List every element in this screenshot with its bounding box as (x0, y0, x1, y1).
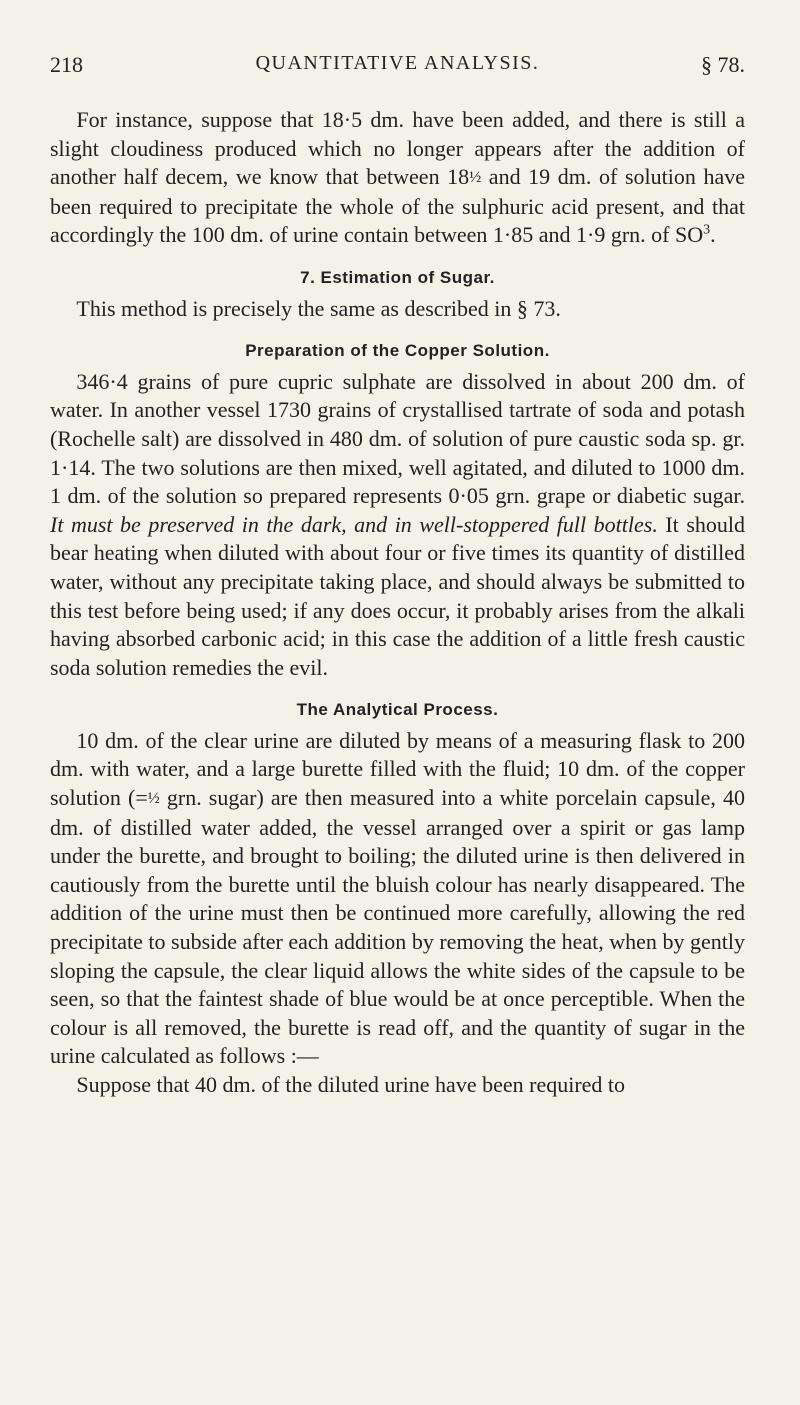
para1-text-a: For instance, suppose that 18·5 dm. have been added, and there is still a slight cloudiness produced which no longer appears after the addition of another half decem, we know that between 18 (50, 107, 745, 190)
paragraph-suppose: Suppose that 40 dm. of the diluted urine have been required to (76, 1072, 626, 1097)
paragraph-sugar-method: This method is precisely the same as described in § 73. (76, 295, 561, 321)
section-number: § 78. (701, 52, 745, 77)
paragraph-sulphuric-acid (50, 106, 745, 250)
section-heading-analytical-process: The Analytical Process. (296, 700, 499, 720)
paragraph-analytical-process (50, 727, 745, 1071)
prep-italic-note: It must be preserved in the dark, and in well-stoppered full bottles. (50, 511, 658, 537)
paragraph-copper-solution (50, 368, 745, 683)
para1-text-b: and 19 dm. of solution have been required to precipitate the whole of the sulphuric acid present, and that accordingly the 100 dm. of urine contain between 1·85 and 1·9 grn. of SO (50, 164, 745, 248)
prep-text-a: 346·4 grains of pure cupric sulphate are dissolved in about 200 dm. of water. In another vessel 1730 grains of crystallised tartrate of soda and potash (Rochelle salt) are dissolved in 480 dm. of solution of pure caustic soda sp. gr. 1·14. The two solutions are then mixed, well agitated, and diluted to 1000 dm. 1 dm. of the solution so prepared represents 0·05 grn. grape or diabetic sugar. (50, 368, 745, 509)
para1-text-c: . (710, 222, 716, 248)
section-heading-copper-solution: Preparation of the Copper Solution. (245, 341, 550, 361)
section-heading-sugar: 7. Estimation of Sugar. (300, 267, 495, 287)
fraction-half-2: ½ (147, 790, 160, 808)
fraction-half: ½ (469, 169, 482, 187)
running-title: QUANTITATIVE ANALYSIS. (255, 52, 540, 74)
running-header (50, 52, 745, 86)
page-body (50, 106, 745, 1100)
process-text-b: grn. sugar) are then measured into a white porcelain capsule, 40 dm. of distilled water added, the vessel arranged over a spirit or gas lamp under the burette, and brought to boiling; the diluted urine is then delivered in cautiously from the burette until the bluish colour has nearly disappeared. The addition of the urine must then be continued more carefully, allowing the red precipitate to subside after each addition by removing the heat, when by gently sloping the capsule, the clear liquid allows the white sides of the capsule to be seen, so that the faintest shade of blue would be at once perceptible. When the colour is all removed, the burette is read off, and the quantity of sugar in the urine calculated as follows :— (50, 785, 745, 1069)
prep-text-b: It should bear heating when diluted with about four or five times its quantity of distilled water, without any precipitate taking place, and should always be submitted to this test before being used; if any does occur, it probably arises from the alkali having absorbed carbonic acid; in this case the addition of a little fresh caustic soda solution remedies the evil. (50, 511, 745, 680)
page-number: 218 (50, 52, 83, 77)
process-text-a: 10 dm. of the clear urine are diluted by means of a measuring flask to 200 dm. with water, and a large burette filled with the fluid; 10 dm. of the copper solution (= (50, 727, 745, 811)
superscript-3: 3 (703, 223, 711, 239)
